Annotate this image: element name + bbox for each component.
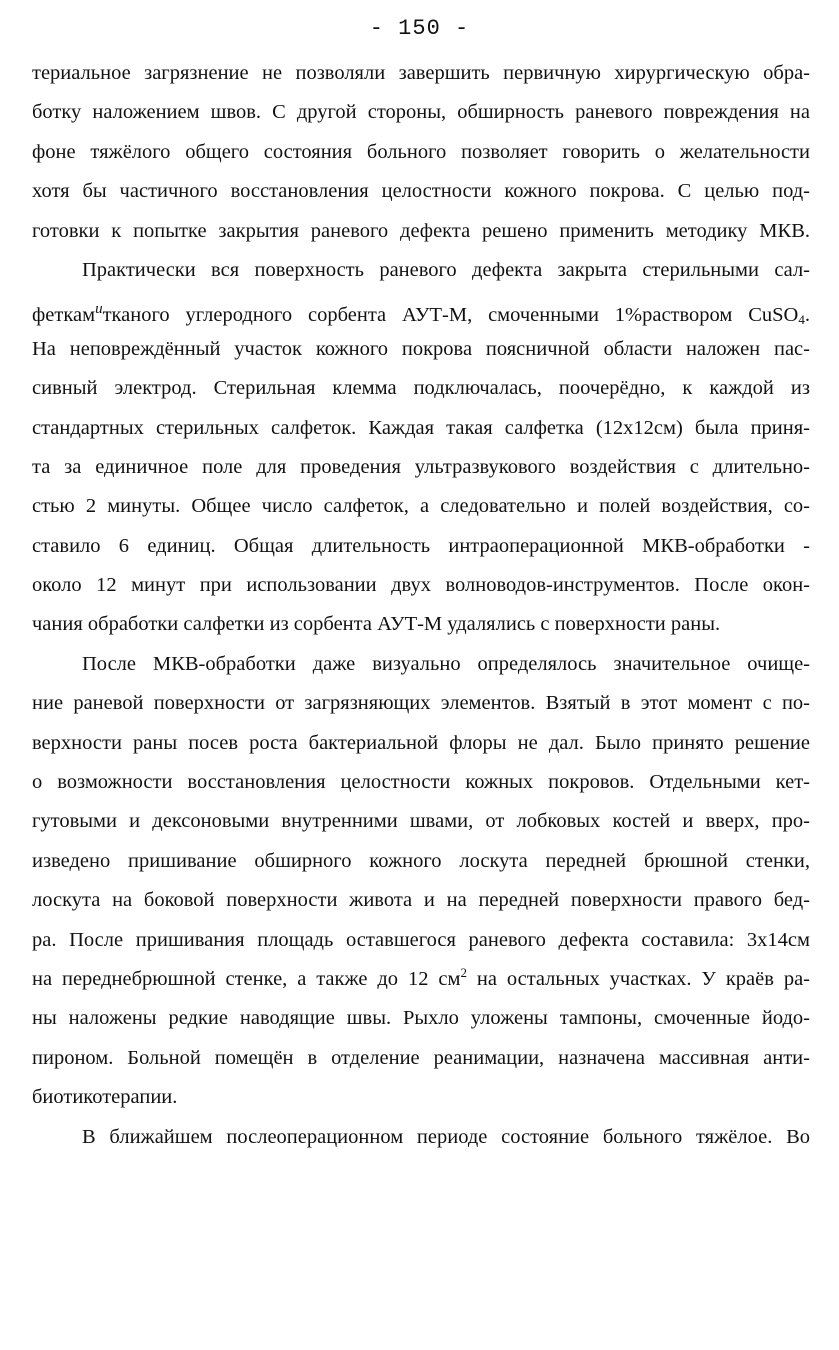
text-fragment: на остальных участках. У краёв ра-	[466, 967, 810, 990]
text-fragment: тканого углеродного сорбента АУТ-М, смоченными 1%раствором CuSO	[102, 304, 799, 327]
text-line: гутовыми и дексоновыми внутренними швами, от лобковых костей и вверх, про-	[32, 810, 810, 833]
text-fragment: на переднебрюшной стенке, а также до 12 см	[32, 967, 461, 990]
text-line: биотикотерапии.	[32, 1086, 178, 1109]
text-line: лоскута на боковой поверхности живота и на передней поверхности правого бед-	[32, 889, 810, 912]
text-line-formula	[32, 960, 810, 999]
text-line: пироном. Больной помещён в отделение реанимации, назначена массивная анти-	[32, 1046, 810, 1069]
text-line: стью 2 минуты. Общее число салфеток, а следовательно и полей воздействия, со-	[32, 495, 810, 518]
subscript: 4	[798, 312, 805, 328]
text-line: изведено пришивание обширного кожного лоскута передней брюшной стенки,	[32, 849, 810, 872]
body-text	[32, 54, 810, 1157]
text-line: фоне тяжёлого общего состояния больного позволяет говорить о желательности	[32, 140, 810, 163]
handwritten-insert: и	[95, 301, 103, 318]
text-line: ра. После пришивания площадь оставшегося раневого дефекта составила: 3х14см	[32, 928, 810, 951]
text-line: Практически вся поверхность раневого дефекта закрыта стерильными сал-	[82, 258, 810, 281]
text-line: В ближайшем послеоперационном периоде состояние больного тяжёлое. Во	[82, 1125, 810, 1148]
text-line: чания обработки салфетки из сорбента АУТ-М удалялись с поверхности раны.	[32, 613, 721, 636]
text-fragment: феткам	[32, 304, 96, 327]
text-line: хотя бы частичного восстановления целостности кожного покрова. С целью под-	[32, 180, 810, 203]
text-line: ботку наложением швов. С другой стороны, обширность раневого повреждения на	[32, 101, 810, 124]
page-number: - 150 -	[369, 16, 470, 41]
text-fragment: .	[804, 304, 810, 327]
text-line: После МКВ-обработки даже визуально определялось значительное очище-	[82, 652, 810, 675]
text-line: териальное загрязнение не позволяли завершить первичную хирургическую обра-	[32, 62, 810, 84]
text-line: ние раневой поверхности от загрязняющих элементов. Взятый в этот момент с по-	[32, 692, 810, 715]
text-line: На неповреждённый участок кожного покрова поясничной области наложен пас-	[32, 337, 810, 360]
text-line: о возможности восстановления целостности кожных покровов. Отдельными кет-	[32, 771, 810, 794]
text-line: сивный электрод. Стерильная клемма подключалась, поочерёдно, к каждой из	[32, 377, 810, 400]
text-line: готовки к попытке закрытия раневого дефекта решено применить методику МКВ.	[32, 219, 810, 242]
text-line: верхности раны посев роста бактериальной флоры не дал. Было принято решение	[32, 731, 810, 754]
superscript: 2	[460, 964, 467, 980]
text-line-formula	[32, 290, 810, 329]
text-line: ставило 6 единиц. Общая длительность интраоперационной МКВ-обработки -	[32, 534, 810, 557]
text-line: ны наложены редкие наводящие швы. Рыхло уложены тампоны, смоченные йодо-	[32, 1007, 810, 1030]
text-line: стандартных стерильных салфеток. Каждая такая салфетка (12х12см) была приня-	[32, 416, 810, 439]
text-line: около 12 минут при использовании двух волноводов-инструментов. После окон-	[32, 574, 810, 597]
text-line: та за единичное поле для проведения ультразвукового воздействия с длительно-	[32, 455, 810, 478]
